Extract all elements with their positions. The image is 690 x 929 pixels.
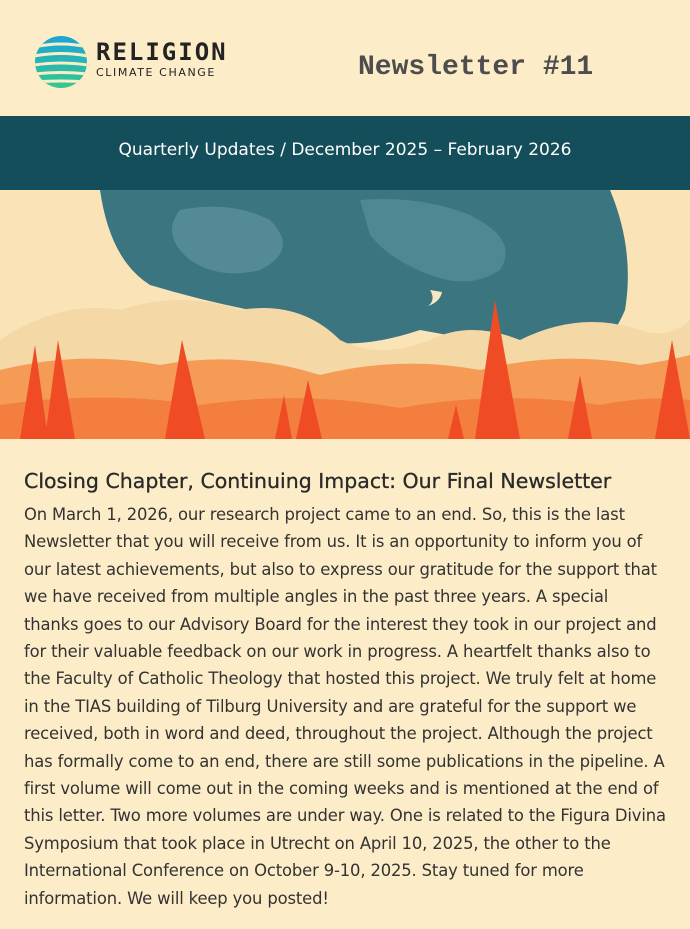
quarterly-updates-text: Quarterly Updates / December 2025 – February 2026 [118,140,572,160]
article-title: Closing Chapter, Continuing Impact: Our Final Newsletter [24,469,612,493]
article [0,469,690,912]
newsletter-header [0,0,690,116]
quarterly-band [0,116,690,190]
article-body: On March 1, 2026, our research project came to an end. So, this is the last Newsletter that you will receive from us. It is an opportunity to inform you of our latest achievements, but also to express our gratitude for the support that we have received from multiple angles in the past three years. A special thanks goes to our Advisory Board for the interest they took in our project and for their valuable feedback on our work in progress. A heartfelt thanks also to the Faculty of Catholic Theology that hosted this project. We truly felt at home in the TIAS building of Tilburg University and are grateful for the support we received, both in word and deed, throughout the project. Although the project has formally come to an end, there are still some publications in the pipeline. A first volume will come out in the coming weeks and is mentioned at the end of this letter. Two more volumes are under way. One is related to the Figura Divina Symposium that took place in Utrecht on April 10, 2025, the other to the International Conference on October 9-10, 2025. Stay tuned for more information. We will keep you posted! [24,505,666,908]
globe-logo-icon [34,35,88,89]
brand-subtitle: CLIMATE CHANGE [96,66,216,79]
hero-illustration [0,190,690,439]
newsletter-issue: Newsletter #11 [358,52,594,83]
brand-title: RELIGION [96,38,228,66]
